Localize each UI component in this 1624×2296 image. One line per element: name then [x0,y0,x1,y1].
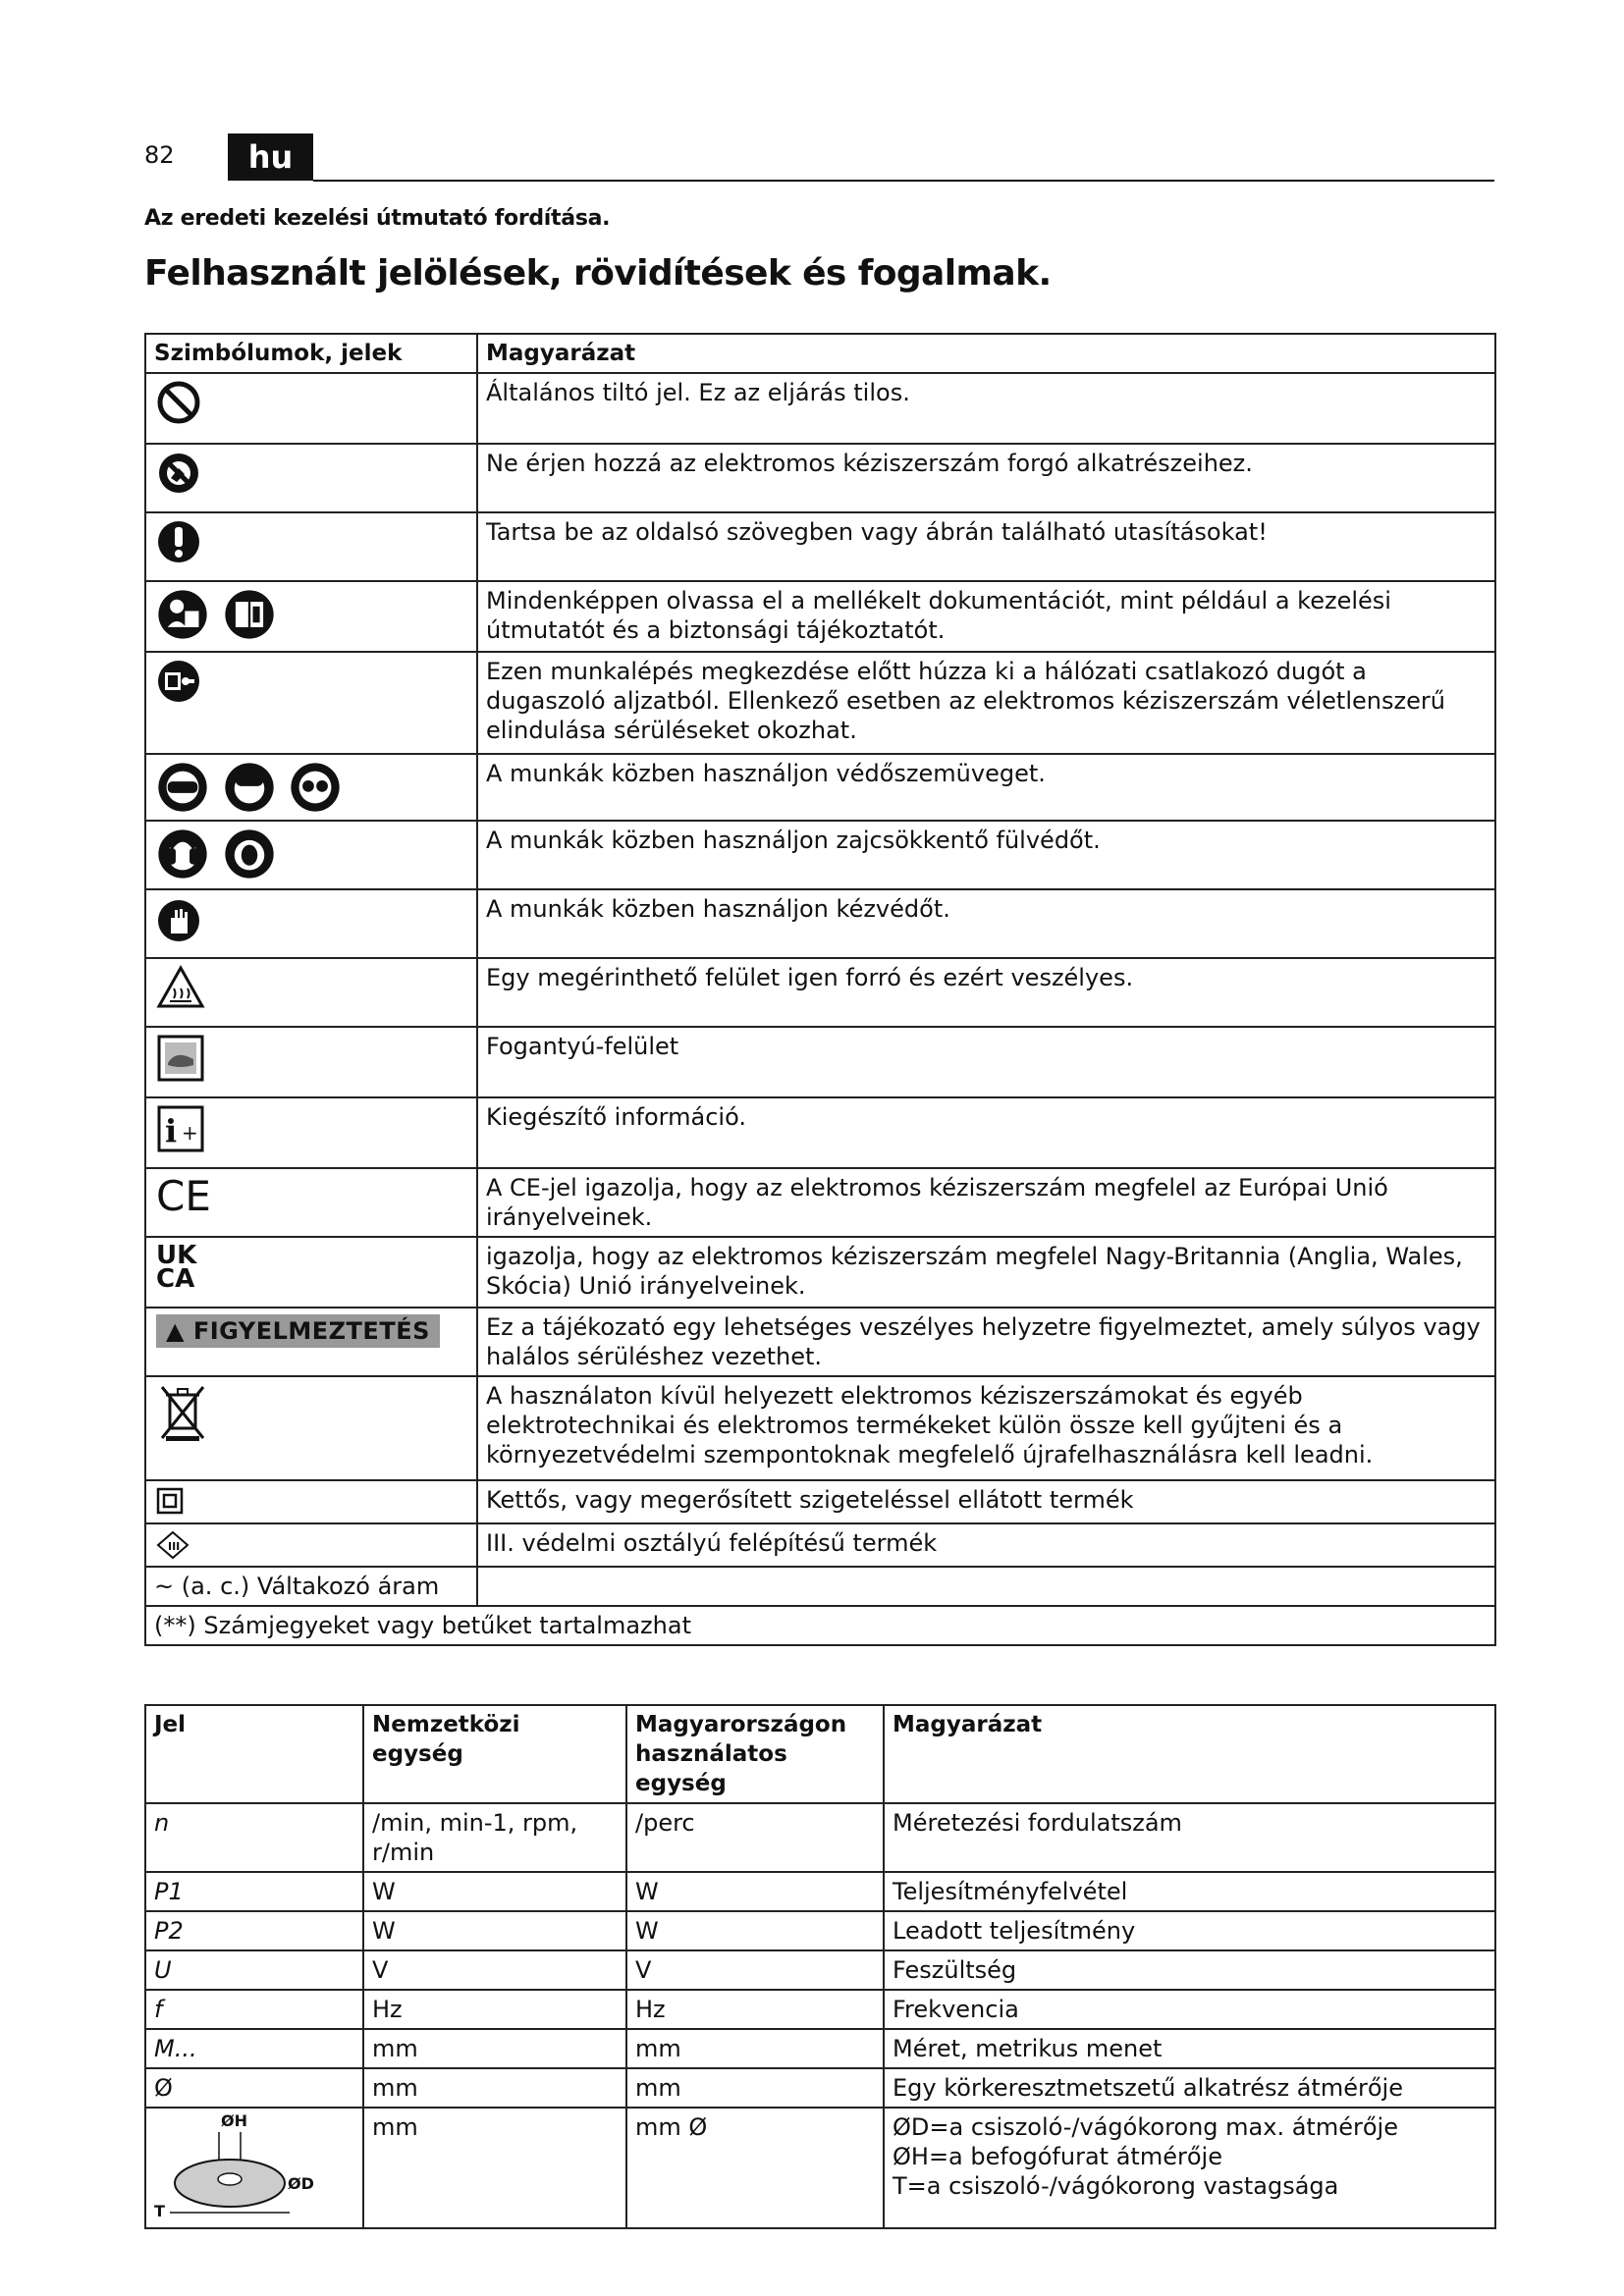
page-title: Felhasznált jelölések, rövidítések és fogalmak. [144,253,1052,294]
glasses-icon [289,761,342,814]
table-row [145,1803,1495,1872]
symbol-cell [145,1308,477,1376]
table-row [145,1523,1495,1567]
table-row [145,754,1495,821]
symbol-cell: (**) Számjegyeket vagy betűket tartalmazhat [145,1606,1495,1645]
description-cell: Egy megérinthető felület igen forró és ezért veszélyes. [477,958,1495,1027]
intl-unit-cell: Hz [363,1990,626,2029]
table-row [145,1911,1495,1950]
symbol-cell [145,1376,477,1480]
symbol-cell: P2 [145,1911,363,1950]
table-row [145,652,1495,754]
header-rule [313,180,1494,182]
description-cell: Ne érjen hozzá az elektromos kéziszerszám forgó alkatrészeihez. [477,444,1495,512]
table-row [145,1950,1495,1990]
svg-text:i: i [165,1112,178,1149]
hu-unit-cell: mm [626,2029,884,2068]
symbol-cell [145,754,477,821]
description-cell: Teljesítményfelvétel [884,1872,1495,1911]
table-row [145,1872,1495,1911]
description-cell: Frekvencia [884,1990,1495,2029]
symbol-cell [145,2108,363,2228]
symbol-cell [145,1027,477,1097]
intl-unit-cell: V [363,1950,626,1990]
hu-unit-cell: W [626,1911,884,1950]
hu-unit-cell: /perc [626,1803,884,1872]
table-row [145,1990,1495,2029]
table-row [145,2068,1495,2108]
description-cell: Leadott teljesítmény [884,1911,1495,1950]
table-header-row [145,334,1495,373]
read-manual-icon [156,588,209,641]
info-plus-icon [156,1104,205,1153]
description-cell: Ezen munkalépés megkezdése előtt húzza ki a hálózati csatlakozó dugót a dugaszoló aljzatból. Ellenkező esetben az elektromos kéziszerszám véletlenszerű elindulása sérüléseket okozhat. [477,652,1495,754]
table-row [145,581,1495,652]
table-row [145,1237,1495,1308]
unplug-icon [156,659,201,704]
description-line: ØD=a csiszoló-/vágókorong max. átmérője [893,2113,1398,2141]
translation-note: Az eredeti kezelési útmutató fordítása. [144,206,611,231]
column-header: Magyarázat [477,334,1495,373]
table-row [145,1480,1495,1523]
face-shield-icon [223,761,276,814]
symbol-cell: M... [145,2029,363,2068]
description-cell: Tartsa be az oldalsó szövegben vagy ábrán található utasításokat! [477,512,1495,581]
table-row [145,373,1495,444]
description-cell: Ez a tájékozató egy lehetséges veszélyes helyzetre figyelmeztet, amely súlyos vagy halálos sérüléshez vezethet. [477,1308,1495,1376]
symbol-cell [145,581,477,652]
table-row [145,889,1495,958]
column-header: Szimbólumok, jelek [145,334,477,373]
ear-protection-icon [156,828,209,881]
table-row [145,958,1495,1027]
description-cell: Méret, metrikus menet [884,2029,1495,2068]
language-tab: hu [228,133,313,181]
protection-class-iii-icon [156,1530,189,1560]
warning-label: ▲ FIGYELMEZTETÉS [156,1314,440,1348]
symbol-cell: ~ (a. c.) Váltakozó áram [145,1567,477,1606]
symbol-cell: Ø [145,2068,363,2108]
description-cell: Fogantyú-felület [477,1027,1495,1097]
intl-unit-cell: W [363,1911,626,1950]
symbol-cell [145,1237,477,1308]
symbol-cell [145,1480,477,1523]
page-number: 82 [144,141,175,169]
description-cell: Kettős, vagy megerősített szigeteléssel ellátott termék [477,1480,1495,1523]
hu-unit-cell: Hz [626,1990,884,2029]
description-cell: A használaton kívül helyezett elektromos kéziszerszámokat és egyéb elektrotechnikai és elektromos termékeket külön össze kell gyűjteni és a környezetvédelmi szempontoknak megfelelő újrafelhasználásra kell leadni. [477,1376,1495,1480]
ukca-mark-line: UK [156,1241,197,1270]
description-cell [884,2108,1495,2228]
symbol-cell [145,958,477,1027]
ear-muffs-icon [223,828,276,881]
description-cell: A munkák közben használjon kézvédőt. [477,889,1495,958]
description-cell: Kiegészítő információ. [477,1097,1495,1168]
table-row [145,821,1495,889]
disc-dimensions-diagram [152,2110,314,2220]
table-row [145,2029,1495,2068]
weee-crossed-bin-icon [156,1383,209,1444]
description-cell: III. védelmi osztályú felépítésű termék [477,1523,1495,1567]
description-cell: Mindenképpen olvassa el a mellékelt dokumentációt, mint például a kezelési útmutatót és a biztonsági tájékoztatót. [477,581,1495,652]
description-cell: A munkák közben használjon védőszemüveget. [477,754,1495,821]
column-header: Nemzetközi egység [363,1705,626,1803]
hu-unit-cell: V [626,1950,884,1990]
svg-text:+: + [182,1121,198,1145]
svg-text:ØD: ØD [288,2174,314,2193]
table-header-row [145,1705,1495,1803]
hu-unit-cell: mm Ø [626,2108,884,2228]
svg-text:III: III [168,1540,181,1553]
description-line: ØH=a befogófurat átmérője [893,2143,1222,2170]
do-not-touch-rotating-parts-icon [156,451,201,496]
svg-text:ØH: ØH [221,2111,247,2130]
symbol-cell [145,1097,477,1168]
description-cell: igazolja, hogy az elektromos kéziszerszám megfelel Nagy-Britannia (Anglia, Wales, Skócia) Unió irányelveinek. [477,1237,1495,1308]
ce-mark: CE [156,1172,211,1220]
table-row [145,512,1495,581]
double-insulation-icon [156,1487,184,1515]
hot-surface-warning-icon [156,965,205,1010]
exclamation-icon [156,519,201,564]
safety-goggles-icon [156,761,209,814]
table-row [145,1308,1495,1376]
description-line: T=a csiszoló-/vágókorong vastagsága [893,2172,1339,2200]
symbol-cell [145,373,477,444]
table-row [145,1027,1495,1097]
table-row [145,2108,1495,2228]
prohibition-icon [156,380,201,425]
gloves-icon [156,896,201,945]
description-cell: Általános tiltó jel. Ez az eljárás tilos. [477,373,1495,444]
symbol-cell: n [145,1803,363,1872]
intl-unit-cell: mm [363,2108,626,2228]
description-cell: A munkák közben használjon zajcsökkentő fülvédőt. [477,821,1495,889]
column-header: Magyarországon használatos egység [626,1705,884,1803]
manual-book-icon [223,588,276,641]
table-row [145,1376,1495,1480]
description-cell: A CE-jel igazolja, hogy az elektromos kéziszerszám megfelel az Európai Unió irányelveinek. [477,1168,1495,1237]
units-table [144,1704,1496,2229]
intl-unit-cell: W [363,1872,626,1911]
symbol-cell [145,821,477,889]
description-cell: Méretezési fordulatszám [884,1803,1495,1872]
table-row [145,1168,1495,1237]
intl-unit-cell: mm [363,2029,626,2068]
svg-text:T: T [154,2202,165,2220]
page-header [144,133,1494,183]
intl-unit-cell: /min, min-1, rpm, r/min [363,1803,626,1872]
symbol-cell [145,889,477,958]
hu-unit-cell: W [626,1872,884,1911]
grip-surface-icon [156,1034,205,1083]
description-cell: Egy körkeresztmetszetű alkatrész átmérője [884,2068,1495,2108]
description-cell [477,1567,1495,1606]
table-row [145,444,1495,512]
symbol-cell [145,652,477,754]
table-row [145,1097,1495,1168]
column-header: Magyarázat [884,1705,1495,1803]
table-row [145,1606,1495,1645]
description-cell: Feszültség [884,1950,1495,1990]
symbol-cell [145,444,477,512]
hu-unit-cell: mm [626,2068,884,2108]
symbol-cell [145,512,477,581]
column-header: Jel [145,1705,363,1803]
symbol-cell [145,1168,477,1237]
warning-label-text: FIGYELMEZTETÉS [192,1317,430,1345]
intl-unit-cell: mm [363,2068,626,2108]
symbol-cell [145,1523,477,1567]
symbol-cell: U [145,1950,363,1990]
table-row [145,1567,1495,1606]
symbol-cell: f [145,1990,363,2029]
ukca-mark-line: CA [156,1264,195,1294]
symbols-table [144,333,1496,1646]
symbol-cell: P1 [145,1872,363,1911]
